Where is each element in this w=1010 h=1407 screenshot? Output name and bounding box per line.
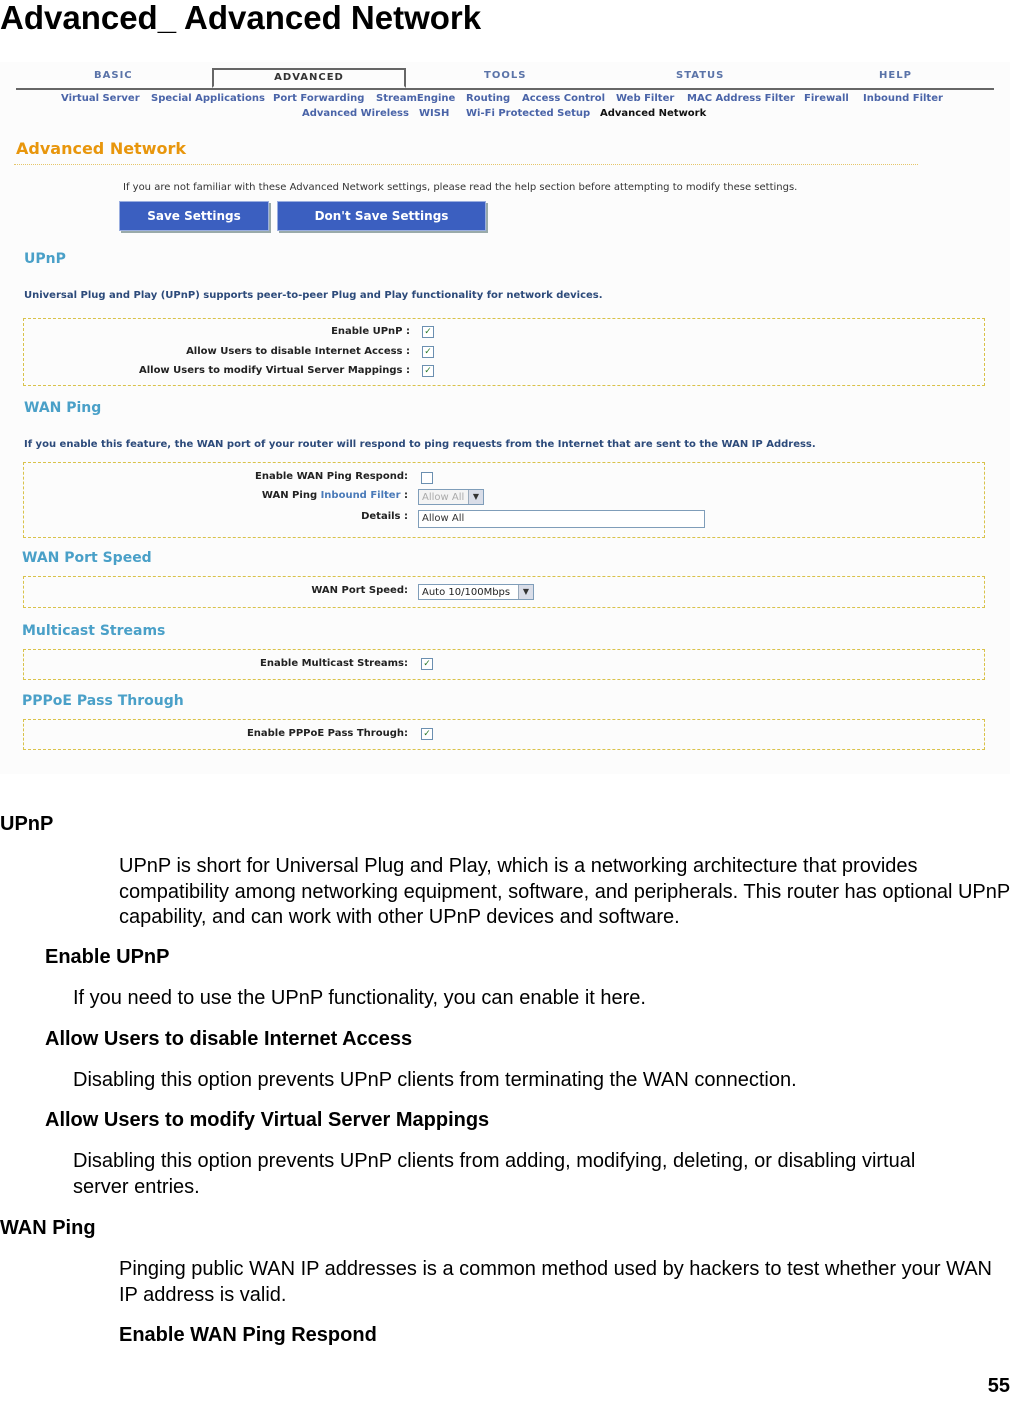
wan-ping-respond-label: Enable WAN Ping Respond: — [255, 471, 408, 482]
upnp-paragraph: UPnP is short for Universal Plug and Play, which is a networking architecture that provides compatibility among networking equipment, software, and peripherals. This router has optional UPnP capability, and can work with other UPnP devices and software. — [119, 855, 1010, 928]
subnav-wish[interactable]: WISH — [419, 108, 450, 119]
pppoe-section-title: PPPoE Pass Through — [22, 693, 184, 709]
tab-tools[interactable]: TOOLS — [484, 70, 527, 81]
upnp-description: Universal Plug and Play (UPnP) supports peer-to-peer Plug and Play functionality for network devices. — [24, 290, 603, 301]
pppoe-box — [23, 719, 985, 750]
chevron-down-icon: ▼ — [518, 585, 533, 599]
pppoe-label: Enable PPPoE Pass Through: — [246, 728, 408, 739]
wan-port-speed-select[interactable]: Auto 10/100Mbps ▼ — [418, 584, 534, 600]
subnav-special-applications[interactable]: Special Applications — [151, 93, 265, 104]
top-tab-bar — [16, 68, 994, 90]
wan-ping-respond-heading: Enable WAN Ping Respond — [119, 1324, 377, 1346]
modify-virtual-server-label: Allow Users to modify Virtual Server Mappings : — [138, 365, 410, 376]
subnav-wifi-protected-setup[interactable]: Wi-Fi Protected Setup — [466, 108, 591, 119]
wan-ping-box — [23, 462, 985, 538]
subnav-port-forwarding[interactable]: Port Forwarding — [273, 93, 365, 104]
wan-ping-heading: WAN Ping — [0, 1217, 96, 1239]
upnp-section-title: UPnP — [24, 251, 66, 267]
modify-virtual-server-checkbox[interactable]: ✓ — [422, 365, 434, 377]
disable-internet-access-checkbox[interactable]: ✓ — [422, 346, 434, 358]
wan-port-speed-box — [23, 576, 985, 608]
disable-access-heading: Allow Users to disable Internet Access — [45, 1028, 413, 1050]
wan-ping-filter-label: WAN Ping Inbound Filter : — [261, 490, 408, 501]
wan-ping-section-title: WAN Ping — [24, 400, 102, 416]
disable-internet-access-label: Allow Users to disable Internet Access : — [186, 346, 410, 357]
router-screenshot — [0, 62, 1010, 774]
tab-basic[interactable]: BASIC — [94, 70, 133, 81]
tab-help[interactable]: HELP — [879, 70, 912, 81]
subnav-mac-address-filter[interactable]: MAC Address Filter — [687, 93, 795, 104]
subnav-streamengine[interactable]: StreamEngine — [376, 93, 456, 104]
title-divider — [14, 164, 918, 165]
tab-status[interactable]: STATUS — [676, 70, 725, 81]
wan-ping-respond-checkbox[interactable] — [421, 472, 433, 484]
page-number: 55 — [987, 1375, 1010, 1397]
document-title: Advanced_ Advanced Network — [0, 0, 482, 36]
wan-ping-description: If you enable this feature, the WAN port of your router will respond to ping requests from the Internet that are sent to the WAN IP Address. — [24, 439, 816, 450]
multicast-label: Enable Multicast Streams: — [260, 658, 408, 669]
save-settings-button[interactable]: Save Settings — [119, 201, 269, 231]
multicast-box — [23, 649, 985, 680]
subnav-virtual-server[interactable]: Virtual Server — [61, 93, 140, 104]
multicast-section-title: Multicast Streams — [22, 623, 166, 639]
details-label: Details : — [361, 511, 408, 522]
subnav-inbound-filter[interactable]: Inbound Filter — [863, 93, 943, 104]
multicast-checkbox[interactable]: ✓ — [421, 658, 433, 670]
modify-vs-paragraph: Disabling this option prevents UPnP clients from adding, modifying, deleting, or disabling virtual server entries. — [73, 1150, 916, 1198]
enable-upnp-heading: Enable UPnP — [45, 946, 170, 968]
enable-upnp-checkbox[interactable]: ✓ — [422, 326, 434, 338]
page-title: Advanced Network — [16, 139, 187, 158]
subnav-routing[interactable]: Routing — [466, 93, 511, 104]
wan-port-speed-section-title: WAN Port Speed — [22, 550, 152, 566]
dont-save-settings-button[interactable]: Don't Save Settings — [277, 201, 486, 231]
details-field: Allow All — [418, 510, 705, 528]
upnp-box — [23, 318, 985, 386]
subnav-advanced-wireless[interactable]: Advanced Wireless — [302, 108, 409, 119]
modify-vs-heading: Allow Users to modify Virtual Server Mappings — [45, 1109, 490, 1131]
chevron-down-icon: ▼ — [468, 490, 483, 504]
inbound-filter-link[interactable]: Inbound Filter — [320, 490, 401, 501]
subnav-access-control[interactable]: Access Control — [522, 93, 606, 104]
disable-access-paragraph: Disabling this option prevents UPnP clients from terminating the WAN connection. — [73, 1069, 797, 1091]
wan-port-speed-label: WAN Port Speed: — [311, 585, 408, 596]
subnav-firewall[interactable]: Firewall — [804, 93, 849, 104]
subnav-web-filter[interactable]: Web Filter — [616, 93, 675, 104]
pppoe-checkbox[interactable]: ✓ — [421, 728, 433, 740]
enable-upnp-label: Enable UPnP : — [331, 326, 410, 337]
wan-ping-filter-select[interactable]: Allow All ▼ — [418, 489, 484, 505]
subnav-advanced-network[interactable]: Advanced Network — [600, 108, 707, 119]
upnp-heading: UPnP — [0, 813, 54, 835]
tab-advanced[interactable]: ADVANCED — [212, 68, 406, 88]
info-text: If you are not familiar with these Advanced Network settings, please read the help section before attempting to modify these settings. — [123, 182, 798, 193]
wan-ping-paragraph: Pinging public WAN IP addresses is a common method used by hackers to test whether your WAN IP address is valid. — [119, 1258, 992, 1306]
enable-upnp-paragraph: If you need to use the UPnP functionality, you can enable it here. — [73, 987, 646, 1009]
